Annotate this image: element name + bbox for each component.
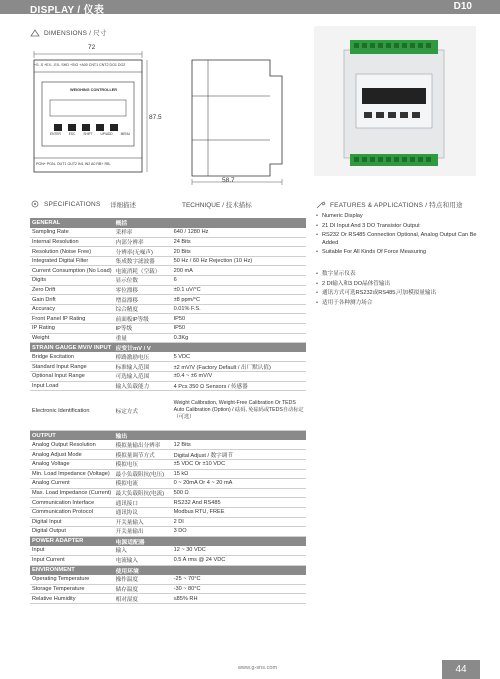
feature-item-cn: • 数字显示仪表 [316,271,486,279]
spec-parameter-cn: 显示位数 [114,276,172,286]
spec-row [30,362,306,372]
spec-parameter: Communication Protocol [30,507,114,517]
button-label-up: UP/ADD [100,132,113,136]
spec-parameter: Digital Output [30,527,114,537]
spec-parameter-cn: 电流输入 [114,555,172,565]
front-view-drawing [30,50,150,180]
spec-value [172,218,306,228]
spec-parameter: Digits [30,276,114,286]
spec-parameter: Analog Current [30,479,114,489]
spec-value: ±0.1 uV/°C [172,285,306,295]
specifications-title: SPECIFICATIONS [44,200,101,208]
spec-parameter-cn: 前面板IP等级 [114,314,172,324]
spec-parameter: Accuracy [30,304,114,314]
spec-value [172,431,306,441]
spec-row [30,594,306,604]
dimensions-title: DIMENSIONS / 尺寸 [44,30,107,37]
spec-section-header [30,565,306,575]
spec-row [30,295,306,305]
spec-parameter: Relative Humidity [30,594,114,604]
spec-parameter: Min. Load Impedance (Voltage) [30,469,114,479]
spec-value: 15 kΩ [172,469,306,479]
spec-row [30,237,306,247]
spec-row [30,555,306,565]
feature-item: • RS232 Or RS485 Connection Optional, Analog Output Can Be Added [316,232,486,247]
spec-value: -30 ~ 80°C [172,584,306,594]
feature-item: • Numeric Display [316,213,486,221]
spec-parameter-cn: 综合精度 [114,304,172,314]
spec-value: Digital Adjust / 数字调节 [172,450,306,460]
spec-parameter-cn: 采样率 [114,228,172,238]
spec-row [30,527,306,537]
spec-parameter-cn: 桥路激励电压 [114,352,172,362]
spec-parameter: Zero Drift [30,285,114,295]
spec-parameter-cn: 零位漂移 [114,285,172,295]
spec-value: Modbus RTU, FREE [172,507,306,517]
feature-item: • 21 DI Input And 3 DO Transistor Output [316,223,486,231]
button-label-shift: SHIFT [83,132,93,136]
spec-col-cn: 详细描述 [110,202,136,209]
spec-value: ±0.4 ~ ±6 mV/V [172,372,306,382]
spec-value: IP50 [172,314,306,324]
spec-parameter: Operating Temperature [30,575,114,585]
spec-value: 2 DI [172,517,306,527]
button-labels [50,132,130,136]
feature-item-cn: • 2 DI输入和3 DO晶体管输出 [316,281,486,289]
spec-value: 12 ~ 30 VDC [172,546,306,556]
gear-icon [30,200,40,208]
spec-parameter-cn: 使用环境 [114,565,172,575]
spec-section-header [30,343,306,353]
spec-parameter: Electronic Identification [30,391,114,431]
spec-parameter: POWER ADAPTER [30,536,114,546]
spec-value [172,536,306,546]
spec-row [30,459,306,469]
spec-row [30,314,306,324]
spec-parameter-cn: 电流消耗（空载） [114,266,172,276]
page-title: DISPLAY / 仪表 [30,5,105,16]
depth-label: 58.7 [222,177,235,184]
spec-value: 20 Bits [172,247,306,257]
spec-value: -25 ~ 70°C [172,575,306,585]
spec-row [30,352,306,362]
feature-item-cn: • 适用于各种测力场合 [316,300,486,308]
spec-parameter-cn: 增益漂移 [114,295,172,305]
spec-col-technique: TECHNIQUE / 技术描标 [182,202,252,209]
spec-value: 0.5 A rms @ 24 VDC [172,555,306,565]
spec-parameter: Digital Input [30,517,114,527]
spec-parameter: Integrated Digital Filter [30,256,114,266]
spec-row [30,450,306,460]
spec-parameter-cn: 重量 [114,333,172,343]
button-label-esc: ESC [68,132,76,136]
device-name-label: WEIGHING CONTROLLER [70,88,118,92]
spec-parameter-cn: 内部分辨率 [114,237,172,247]
spec-row [30,584,306,594]
spec-parameter: Analog Output Resolution [30,440,114,450]
spec-row [30,498,306,508]
spec-parameter: Input Load [30,381,114,391]
spec-parameter: Analog Adjust Mode [30,450,114,460]
button-label-enter: ENTER [50,132,61,136]
features-title: FEATURES & APPLICATIONS / 特点和用途 [330,202,463,209]
width-label: 72 [88,44,96,51]
spec-parameter: Communication Interface [30,498,114,508]
spec-value: 0 ~ 20mA Or 4 ~ 20 mA [172,479,306,489]
spec-parameter-cn: 输入负载能力 [114,381,172,391]
product-photo [314,26,476,176]
spec-row [30,324,306,334]
spec-row [30,517,306,527]
spec-row [30,575,306,585]
spec-parameter: Bridge Excitation [30,352,114,362]
ruler-icon [30,29,40,37]
spec-parameter: Standard Input Range [30,362,114,372]
spec-row [30,333,306,343]
spec-parameter: Analog Voltage [30,459,114,469]
wrench-icon [316,201,326,209]
spec-parameter: Sampling Rate [30,228,114,238]
spec-parameter-cn: 模拟电压 [114,459,172,469]
spec-parameter-cn: 开关量输入 [114,517,172,527]
spec-value: ±8 ppm/°C [172,295,306,305]
features-cn-list [316,271,486,307]
spec-parameter-cn: 操作温度 [114,575,172,585]
spec-parameter-cn: 储存温度 [114,584,172,594]
spec-value: RS232 And RS485 [172,498,306,508]
spec-value: 0.01% F.S. [172,304,306,314]
spec-parameter: Resolution (Noise Free) [30,247,114,257]
footer-url[interactable]: www.g-sns.com [238,665,278,671]
height-label: 87.5 [149,114,162,121]
spec-parameter-cn: 输出 [114,431,172,441]
specifications-heading [30,200,101,208]
spec-parameter-cn: 模拟量调节方式 [114,450,172,460]
spec-parameter-cn: 开关量输出 [114,527,172,537]
spec-row [30,488,306,498]
spec-parameter: Current Consumption (No Load) [32,267,112,274]
spec-parameter-cn: 标准输入范围 [114,362,172,372]
spec-value: Weight Calibration, Weight-Free Calibration Or TEDS Auto Calibration (Option) / 砝码, 免砝码或TEDS自动标定（可选） [172,391,306,431]
features-list [316,213,486,321]
spec-parameter-cn: 概括 [114,218,172,228]
spec-row [30,247,306,257]
spec-value [172,565,306,575]
spec-value: 5 VDC [172,352,306,362]
spec-parameter: IP Rating [30,324,114,334]
spec-row [30,266,306,276]
spec-parameter-cn: 应变计mV / V [114,343,172,353]
spec-row [30,469,306,479]
spec-parameter-cn: IP等级 [114,324,172,334]
button-label-menu: MENU [120,132,130,136]
product-code: D10 [453,1,472,12]
spec-row [30,372,306,382]
top-bar [0,0,500,14]
features-en-list [316,213,486,257]
spec-parameter: OUTPUT [30,431,114,441]
spec-parameter: Weight [30,333,114,343]
spec-row [30,256,306,266]
spec-parameter-cn: 通讯协议 [114,507,172,517]
spec-parameter: STRAIN GAUGE MV/V INPUT [30,343,114,353]
spec-value: ±2 mV/V (Factory Default / 出厂默认值) [172,362,306,372]
spec-parameter: Internal Resolution [30,237,114,247]
spec-parameter-cn: 分辨率(无噪声) [114,247,172,257]
spec-parameter-cn: 模拟电流 [114,479,172,489]
spec-value: 4 Pcs 350 Ω Sensors / 传感器 [172,381,306,391]
spec-row [30,479,306,489]
specifications-table [30,218,306,604]
spec-parameter: Front Panel IP Rating [30,314,114,324]
spec-value: ≤85% RH [172,594,306,604]
spec-parameter-cn: 最小负载阻抗(电压) [114,469,172,479]
spec-row [30,381,306,391]
spec-parameter: Input [30,546,114,556]
side-view-drawing [186,56,290,186]
page-number: 44 [442,660,480,679]
spec-value: 200 mA [172,266,306,276]
spec-parameter: Storage Temperature [30,584,114,594]
spec-value: 50 Hz / 60 Hz Rejection (10 Hz) [172,256,306,266]
spec-value: 500 Ω [172,488,306,498]
feature-item-cn: • 通讯方式可选RS232或RS485,可加模拟量输出 [316,290,486,298]
spec-row [30,546,306,556]
dimensions-heading [30,28,107,37]
spec-parameter-cn: 最大负载阻抗(电流) [114,488,172,498]
features-heading [316,200,463,209]
spec-parameter-cn: 模拟量输出分辨率 [114,440,172,450]
spec-section-header [30,431,306,441]
terminal-bottom-labels: PGN+ PGN- OUT1 OUT2 IN1 IN2 A0 RB+ RB- [36,162,111,166]
spec-value: 640 / 1280 Hz [172,228,306,238]
spec-row [30,228,306,238]
spec-parameter-cn: 相对湿度 [114,594,172,604]
spec-value: 24 Bits [172,237,306,247]
spec-parameter-cn: 可选输入范围 [114,372,172,382]
spec-row [30,276,306,286]
spec-parameter-cn: 输入 [114,546,172,556]
spec-parameter: Input Current [30,555,114,565]
controller-illustration [314,26,476,176]
spec-parameter-cn: 电源适配器 [114,536,172,546]
spec-section-header [30,218,306,228]
spec-value: ±5 VDC Or ±10 VDC [172,459,306,469]
spec-parameter-cn: 集成数字滤波器 [114,256,172,266]
spec-parameter: Optional Input Range [30,372,114,382]
spec-parameter-cn: 标定方式 [114,391,172,431]
spec-row [30,391,306,431]
spec-section-header [30,536,306,546]
spec-parameter: GENERAL [30,218,114,228]
spec-value: 3 DO [172,527,306,537]
spec-row [30,507,306,517]
spec-value: 12 Bits [172,440,306,450]
terminal-top-labels: +S -S +EX- -EX- SHD +SIG +A00 CNT1 CNT2 DO1 DO2 [34,63,126,67]
spec-parameter-cn: 通讯接口 [114,498,172,508]
spec-parameter: ENVIRONMENT [30,565,114,575]
spec-value: IP50 [172,324,306,334]
spec-parameter: Max. Load Impedance (Current) [30,488,114,498]
spec-row [30,304,306,314]
feature-item: • Suitable For All Kinds Of Force Measuring [316,249,486,257]
spec-value [172,343,306,353]
spec-parameter: Gain Drift [30,295,114,305]
spec-row [30,285,306,295]
spec-value: 0.3Kg [172,333,306,343]
spec-value: 6 [172,276,306,286]
spec-row [30,440,306,450]
